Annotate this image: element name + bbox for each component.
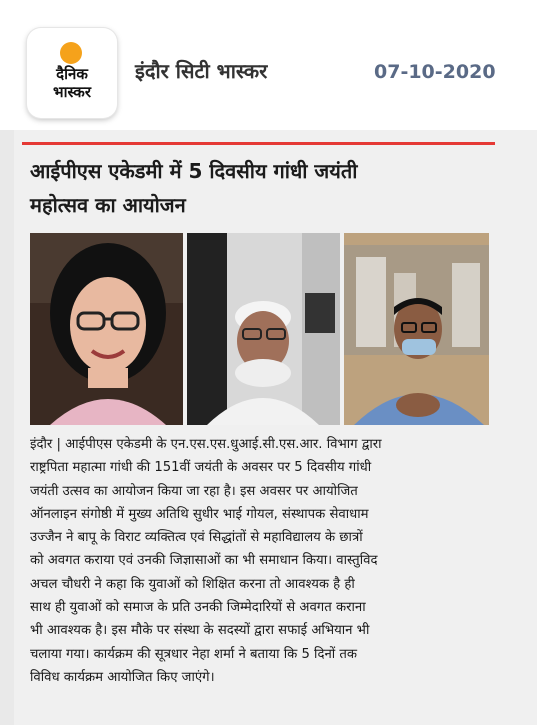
edition-date: 07-10-2020 bbox=[374, 61, 496, 83]
article-body bbox=[30, 433, 500, 689]
body-line: विविध कार्यक्रम आयोजित किए जाएंगे। bbox=[30, 669, 215, 685]
photo-architect-speaker bbox=[344, 233, 489, 425]
body-line: चलाया गया। कार्यक्रम की सूत्रधार नेहा शर्मा ने बताया कि 5 दिनों तक bbox=[30, 646, 358, 662]
body-line: भी आवश्यक है। इस मौके पर संस्था के सदस्यों द्वारा सफाई अभियान भी bbox=[30, 623, 370, 639]
photo-chief-guest bbox=[187, 233, 340, 425]
logo-text-line2: भास्कर bbox=[53, 83, 91, 101]
sun-icon bbox=[60, 42, 82, 64]
body-line: अचल चौधरी ने कहा कि युवाओं को शिक्षित करना तो आवश्यक है ही bbox=[30, 576, 355, 592]
clipping-torn-edge bbox=[0, 130, 14, 725]
body-line: जयंती उत्सव का आयोजन किया जा रहा है। इस अवसर पर आयोजित bbox=[30, 483, 358, 499]
headline-line-1: आईपीएस एकेडमी में 5 दिवसीय गांधी जयंती bbox=[30, 159, 358, 183]
headline-top-rule bbox=[22, 142, 495, 145]
body-line: को अवगत कराया एवं उनकी जिज्ञासाओं का भी समाधान किया। वास्तुविद bbox=[30, 553, 378, 569]
dainik-bhaskar-logo[interactable] bbox=[27, 28, 117, 118]
body-line: इंदौर | आईपीएस एकेडमी के एन.एस.एस.धुआई.सी.एस.आर. विभाग द्वारा bbox=[30, 437, 382, 452]
news-clipping bbox=[0, 130, 537, 725]
logo-text-line1: दैनिक bbox=[56, 65, 88, 83]
paper-edition-title: इंदौर सिटी भास्कर bbox=[135, 59, 268, 83]
body-line: साथ ही युवाओं को समाज के प्रति उनकी जिम्मेदारियों से अवगत कराना bbox=[30, 600, 366, 616]
headline-line-2: महोत्सव का आयोजन bbox=[30, 193, 186, 217]
photo-woman-speaker bbox=[30, 233, 183, 425]
app-header bbox=[0, 0, 537, 130]
body-line: उज्जैन ने बापू के विराट व्यक्तित्व एवं सिद्धांतों से महाविद्यालय के छात्रों bbox=[30, 530, 363, 546]
body-line: राष्ट्रपिता महात्मा गांधी की 151वीं जयंती के अवसर पर 5 दिवसीय गांधी bbox=[30, 460, 372, 476]
body-line: ऑनलाइन संगोष्ठी में मुख्य अतिथि सुधीर भाई गोयल, संस्थापक सेवाधाम bbox=[30, 506, 369, 522]
